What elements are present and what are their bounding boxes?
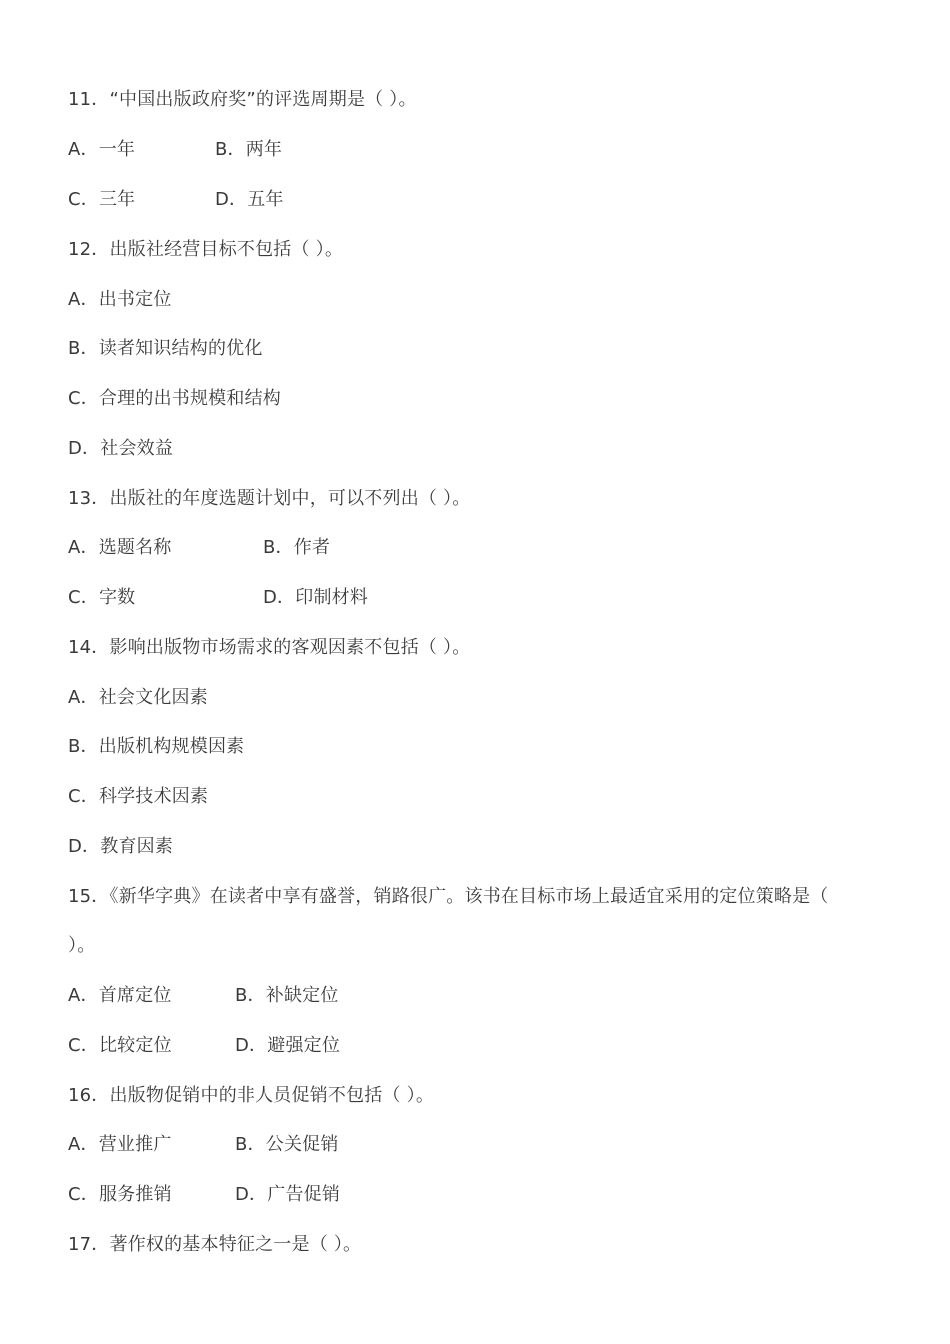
question-11-option-c: C．三年 [68,189,136,210]
question-12-option-c: C．合理的出书规模和结构 [68,388,281,409]
question-13-option-a: A．选题名称 [68,537,172,558]
question-15-option-b: B．补缺定位 [235,985,339,1006]
question-16-option-b: B．公关促销 [235,1134,339,1155]
question-14-option-d: D．教育因素 [68,836,174,857]
question-13-option-c: C．字数 [68,587,136,608]
question-12-option-d: D．社会效益 [68,438,174,459]
question-16-option-c: C．服务推销 [68,1184,172,1205]
question-16-option-d: D．广告促销 [235,1184,341,1205]
question-17-stem: 17．著作权的基本特征之一是（ ）。 [68,1234,362,1255]
question-14-stem: 14．影响出版物市场需求的客观因素不包括（ ）。 [68,637,471,658]
question-11-option-d: D．五年 [215,189,284,210]
question-13-option-d: D．印制材料 [263,587,369,608]
question-11-option-b: B．两年 [215,139,283,160]
question-14-option-a: A．社会文化因素 [68,687,208,708]
question-13-option-b: B．作者 [263,537,331,558]
question-15-stem-line-2: ）。 [68,935,96,956]
question-12-option-a: A．出书定位 [68,289,172,310]
question-15-stem-line-1: 15．《新华字典》在读者中享有盛誉，销路很广。该书在目标市场上最适宜采用的定位策略是（ [68,886,829,907]
question-11-stem: 11．“中国出版政府奖”的评选周期是（ ）。 [68,89,417,110]
question-15-option-a: A．首席定位 [68,985,172,1006]
question-12-option-b: B．读者知识结构的优化 [68,338,263,359]
question-14-option-b: B．出版机构规模因素 [68,736,245,757]
question-15-option-c: C．比较定位 [68,1035,172,1056]
question-15-option-d: D．避强定位 [235,1035,341,1056]
question-14-option-c: C．科学技术因素 [68,786,209,807]
question-16-stem: 16．出版物促销中的非人员促销不包括（ ）。 [68,1085,435,1106]
question-12-stem: 12．出版社经营目标不包括（ ）。 [68,239,344,260]
question-16-option-a: A．营业推广 [68,1134,172,1155]
question-11-option-a: A．一年 [68,139,136,160]
question-13-stem: 13．出版社的年度选题计划中，可以不列出（ ）。 [68,488,471,509]
